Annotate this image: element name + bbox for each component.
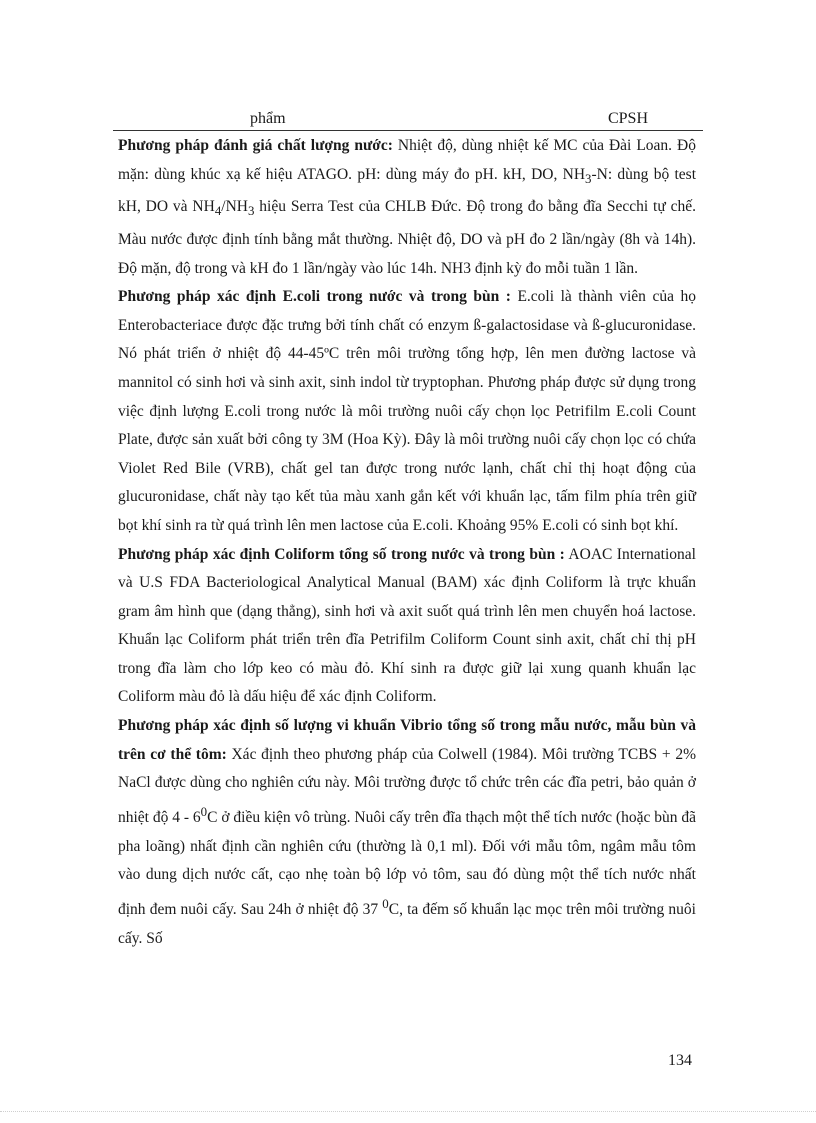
header-right-text: CPSH	[607, 110, 648, 127]
body-text	[118, 132, 696, 953]
paragraph-text: hiệu Serra Test của CHLB Đức. Độ trong đo bằng đĩa Secchi tự chế. Màu nước được định tính bằng mắt thường. Nhiệt độ, DO và pH đo 2 lần/ngày (8h và 14h). Độ mặn, độ trong và kH đo 1 lần/ngày vào lúc 14h. NH3 định kỳ đo mỗi tuần 1 lần.	[118, 198, 696, 277]
paragraph-text: AOAC International và U.S FDA Bacteriological Analytical Manual (BAM) xác định Coliform là trực khuẩn gram âm hình que (dạng thẳng), sinh hơi và axit suốt quá trình lên men chuyển hoá lactose. Khuẩn lạc Coliform phát triển trên đĩa Petrifilm Coliform Count sinh axit, chất chỉ thị pH trong đĩa làm cho lớp keo có màu đỏ. Khí sinh ra được giữ lại xung quanh khuẩn lạc Coliform màu đỏ là dấu hiệu để xác định Coliform.	[118, 545, 696, 706]
paragraph-coliform	[118, 541, 696, 713]
page-header	[113, 108, 703, 131]
subscript: 3	[585, 170, 592, 186]
subscript: 3	[247, 203, 255, 219]
paragraph-heading: Phương pháp xác định Coliform tổng số trong nước và trong bùn :	[118, 545, 565, 563]
paragraph-text: Nhiệt độ, dùng nhiệt kế MC của Đài Loan. Độ mặn: dùng khúc xạ kế hiệu ATAGO. pH: dùng máy đo pH. kH, DO, NH	[118, 137, 696, 183]
paragraph-text: E.coli là thành viên của họ Enterobacteriace được đặc trưng bởi tính chất có enzym ß-galactosidase và ß-glucuronidase. Nó phát triển ở nhiệt độ 44-45ºC trên môi trường tổng hợp, lên men đường lactose và mannitol có sinh hơi và sinh axit, sinh indol từ tryptophan. Phương pháp được sử dụng trong việc định lượng E.coli trong nước là môi trường nuôi cấy chọn lọc Petrifilm E.coli Count Plate, được sản xuất bởi công ty 3M (Hoa Kỳ). Đây là môi trường nuôi cấy chọn lọc có chứa Violet Red Bile (VRB), chất gel tan được trong nước lạnh, chất chỉ thị hoạt động của glucuronidase, chất này tạo kết tủa màu xanh gắn kết với khuẩn lạc, tấm film phía trên giữ bọt khí sinh ra từ quá trình lên men lactose của E.coli. Khoảng 95% E.coli có sinh bọt khí.	[118, 288, 696, 534]
paragraph-text: Xác định theo phương pháp của Colwell (1984). Môi trường TCBS + 2% NaCl được dùng cho nghiên cứu này. Môi trường được tổ chức trên các đĩa petri, bảo quản ở nhiệt độ 4 - 6	[118, 745, 696, 826]
paragraph-heading: Phương pháp xác định E.coli trong nước và trong bùn :	[118, 288, 511, 306]
paragraph-ecoli	[118, 283, 696, 540]
paragraph-heading: Phương pháp xác định số lượng vi khuẩn Vibrio tổng số trong mẫu nước, mẫu bùn và trên cơ thể tôm:	[118, 717, 696, 763]
paragraph-text: C ở điều kiện vô trùng. Nuôi cấy trên đĩa thạch một thể tích nước (hoặc bùn đã pha loãng) nhất định cần nghiên cứu (thường là 0,1 ml). Đối với mẫu tôm, ngâm mẫu tôm vào dung dịch nước cất, cạo nhẹ toàn bộ lớp vỏ tôm, sau đó dùng một thể tích nước nhất định đem nuôi cấy. Sau 24h ở nhiệt độ 37	[118, 809, 696, 918]
paragraph-text: C, ta đếm số khuẩn lạc mọc trên môi trường nuôi cấy. Số	[118, 900, 696, 947]
page-bottom-divider	[0, 1111, 816, 1112]
superscript: 0	[200, 803, 208, 819]
paragraph-heading: Phương pháp đánh giá chất lượng nước:	[118, 137, 393, 154]
header-left-text: phẩm	[250, 110, 286, 127]
paragraph-water-quality	[118, 132, 696, 283]
superscript: 0	[382, 895, 389, 911]
paragraph-text: /NH	[221, 198, 248, 216]
subscript: 4	[214, 203, 222, 219]
page-number: 134	[668, 1052, 692, 1069]
paragraph-text: -N: dùng bộ test kH, DO và NH	[118, 165, 697, 216]
paragraph-vibrio	[118, 712, 696, 953]
